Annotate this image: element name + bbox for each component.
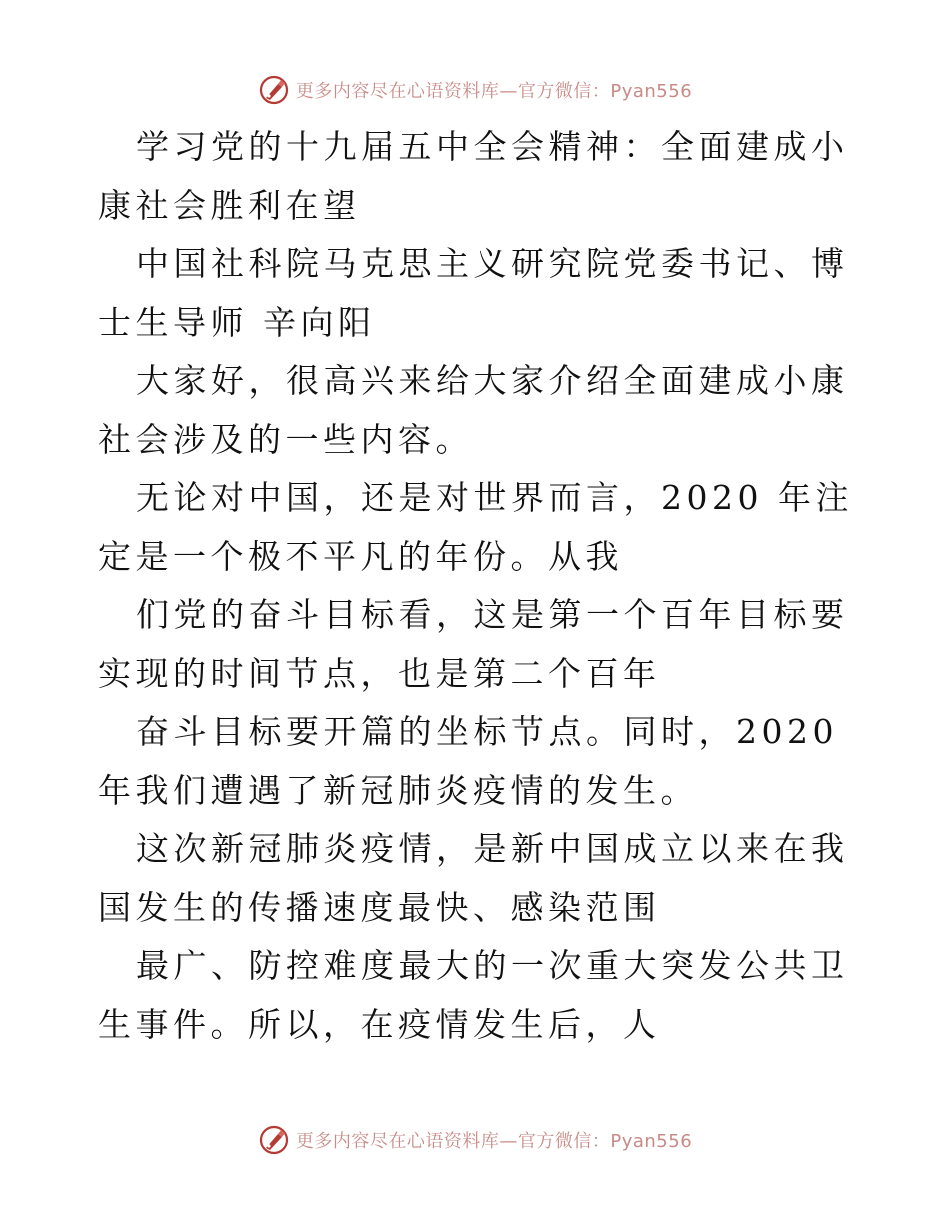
document-body [98, 118, 858, 1054]
paragraph: 奋斗目标要开篇的坐标节点。同时，2020 年我们遭遇了新冠肺炎疫情的发生。 [98, 712, 838, 810]
document-title: 学习党的十九届五中全会精神：全面建成小康社会胜利在望 [98, 127, 849, 225]
paragraph: 这次新冠肺炎疫情，是新中国成立以来在我国发生的传播速度最快、感染范围 [98, 829, 849, 927]
author-line: 中国社科院马克思主义研究院党委书记、博士生导师 辛向阳 [98, 244, 849, 342]
watermark-text: 更多内容尽在心语资料库—官方微信：Pyan556 [295, 81, 693, 102]
paragraph: 无论对中国，还是对世界而言，2020 年注定是一个极不平凡的年份。从我 [98, 478, 853, 576]
watermark-text: 更多内容尽在心语资料库—官方微信：Pyan556 [295, 1131, 693, 1152]
paragraph: 最广、防控难度最大的一次重大突发公共卫生事件。所以，在疫情发生后，人 [98, 946, 849, 1044]
logo-icon [258, 1124, 290, 1156]
logo-icon [258, 74, 290, 106]
paragraph: 们党的奋斗目标看，这是第一个百年目标要实现的时间节点，也是第二个百年 [98, 595, 849, 693]
paragraph: 大家好，很高兴来给大家介绍全面建成小康社会涉及的一些内容。 [98, 361, 849, 459]
footer-watermark [0, 1120, 950, 1160]
header-watermark [0, 70, 950, 110]
